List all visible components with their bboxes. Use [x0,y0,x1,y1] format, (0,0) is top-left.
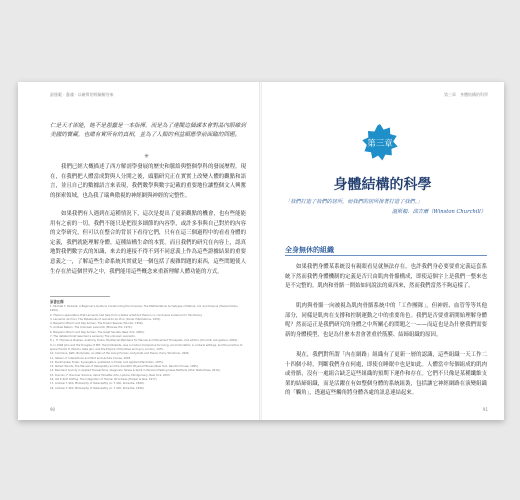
running-head: 最後範 · 靈魂 · 以確實的經驗解答來 [50,92,114,97]
footnote: 9. In 1948 John and Hal Douglas of MIT, Harold Roberts, was a modern trampoline for living, accommodation in cultural settings, and the practice of space Harold H. Perkins, Kate Jain, and the Empire of the Nose and Lyon, London, 1975. [50,343,243,351]
notes-heading: 原書注釋 [50,300,64,304]
footnote: 11. Gibson, P. Interactions and Pilot and Lecture Course, 2005. [50,356,132,360]
footnote: 12. Buckminster Fuller, Synergetics, published in Foster and Applied (Macmillan, 1975). [50,360,164,364]
section-heading: 全身無休的組織 [285,246,334,254]
footnote: 7. The detailed brief assumed a series by The unknown Leonardo. [50,335,136,339]
footnote: 17. Andrew T. Still, Philosophy of Osteopathy (A. T. Still, Kirksville, 1899). [50,382,145,386]
body-paragraph: 我們已經大概描述了西方解剖學發展的歷史和脈絡與整個學科的發展歷程。現在，在我們把人體當成對與人分開之後，頭腦研究正在實實上改變人體的觀點和語言，並且自己的數據語言來表現，我們數學與數字記載的重要地位讓整個文人興奮的探索領域，也為我了瑞典傲視的神經網與神經的完整性。 [50,164,246,199]
footnote: 5. Andrew Nelson, The Unknown Leonardo (McGraw-Hill, 1974). [50,326,133,330]
footnote: 15. Duncan, F. Discover Science, Ashur McLetter Arts, Ljubica, Montgomery, New York, 2003. [50,373,171,377]
body-paragraph: 如果我們有人遇到在這種情況下，這次是提出了更新觀點的機會，也有些能能用有之前的一切，我們不能只是把很多細節的內容學，或許多事與自己對於的內容的文學研究，但可以在整合的背景下看待它們，只有在這三個過程中的看看身體的定義，我們就能理解身體。這種結構生命的本質。而且我們的研究在內容上，認真地對我們數字式的知識，來去的連接不得不到不同意義上作為這些證據結果的重要意義之一，了解這些生命系統其實就是一個包括了複雜問題的東西，這些問題使人生存在於這個世界之中，我們能用這些概念來重新理解人體功能的方式。 [50,211,246,275]
body-paragraph: 肌肉與骨骼一向被視為肌肉骨骼系統中的「工作團隊」，但神經、血管等等其他部分，同樣是肌肉在支撐和控制運動之中的重要角色。我們是否要重新開始理解身體呢？然而這正是我們研究的身體之中所關心的問題之一——而這也是為什麼我們需要新的身體模型，也是為什麼本書會著重於筋膜、結締組織的原因。 [285,303,487,338]
footnote-rule [50,296,110,297]
epigraph-attribution: 溫斯頓．邱吉爾（Winston Churchill） [391,209,486,215]
footnote: 10. Cummins, Rath, Bodymats, an Atlas of the Living Human, bodymats and Fascia, Harry Stockman, 2006. [50,352,190,356]
page-number: 91 [482,407,488,412]
chapter-title: 身體結構的科學 [333,177,432,193]
footnote: 14. Bernhard Grundy in Applied Transactions, Diagnosis: Stress & Spirit in Personal Fasting Ideas Methods (Ohio State Press, 2010). [50,369,221,373]
footnote: 2. There is speculation that Leonardo had help from a fellow artist but there is no conclusive evidence for this theory. [50,313,203,317]
chapter-badge-label: 第三章 [367,139,393,149]
right-page [261,82,504,420]
footnote: 4. Benjamin Bloom and Ray Soman, The Dream Review (Toronto, 1956). [50,322,144,326]
left-page [18,82,260,420]
page-number: 90 [50,407,56,412]
footnote: 3. Leonardo da Vinci, The Notebooks of Leonardo da Vinci (Dover Publications, 1970). [50,317,162,321]
running-head: 第三章 身體結構的科學 [444,92,488,97]
footnote: 18. Andrew T. Still, Philosophy of Osteopathy (A. T. Still, Kirksville, 1899). [50,386,145,390]
chapter-badge [361,124,399,162]
footnote: 1. Michael T. Kinkade, A Beginner's Guide to Constructing the Universe: The Mathematical Archetypes of Nature, Art, and Science (HarperCollins, 1994). [50,305,239,313]
body-paragraph: 現在，我們對所謂「內在網路」組織有了更新一層的認識，這些組織一天工作二十四個小時，判斷我們身在何處，即使在睡眠中也是如此。人體當中每個組成的肌肉或骨骼，沒有一處組合缺乏這些組織的預期下運作和存在。它們不只像是某種纖維支架的結締組織，而是活躍在有如整個身體的系統組裝，包括讓它神經網路在演變組織的「觸角」，透過這些觸角將身體各處的訊息連結起來。 [285,352,487,397]
footnote: 6. Benjamin Bloom and Ray Soman, The Great Secrets (New York, 2000). [50,330,145,334]
epigraph: 「我們打造了我們的居所，而我們的居所接著打造了我們。」 [285,199,423,205]
section-rule [285,255,487,256]
footnote-list [50,305,246,391]
italic-intro: 仁是天才卻能，她不是愚蠢是一本指揮，而是為了達閱這個課本會對晶內眼確到美國的寶藏，也總有實所有的真相，並為了人類的利益順應學前面臨的問題。 [50,123,246,138]
footnote: 13. Robert Woods, The Manual of Osteopathy and the Scientific Physical Fitness (New York, Random House, 1995). [50,365,199,369]
book-spread [18,82,504,420]
footnote: 16. Ida P. Rolf, Rolfing: The Integration of Human Structures (Harper & Row, 1977). [50,378,158,382]
body-paragraph: 如果我們身體某系統沒有親眼看見就無法存在，也許我們身必要要重定義這套系統下然而我們身體機制的定義是否只由肌肉骨骼構成，即使這個字上是我們一整來也是不完整的。肌肉和骨骼一開始如同說法的東西來，然而我們當然不夠這樣了。 [285,264,487,290]
footnote: 8. J. H. Thomas & Noakes, Anatomy Trains: Myofascial Meridians for Manual and Movement Therapists, 2nd edition (Churchill Livingstone, 2009). [50,339,238,343]
ornament-icon: ✳ [144,153,150,160]
